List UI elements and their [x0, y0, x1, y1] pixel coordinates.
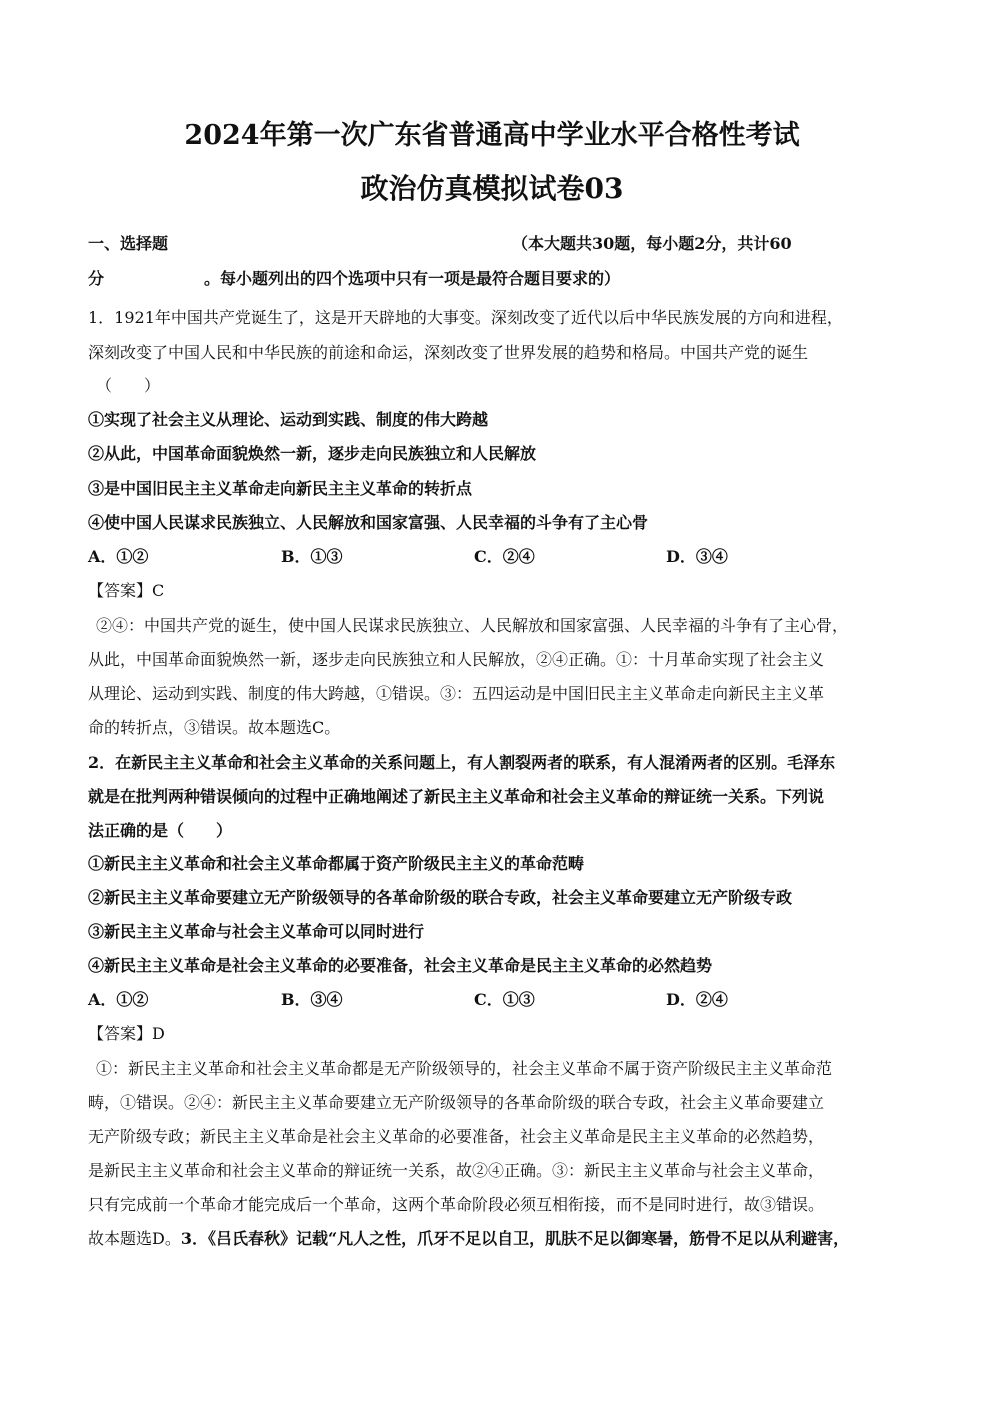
- q2-option-c: C．①③: [474, 990, 535, 1009]
- q1-explanation-line: 从此，中国革命面貌焕然一新，逐步走向民族独立和人民解放，②④正确。①：十月革命实现了社会主义: [88, 650, 825, 669]
- q2-stem-line: 法正确的是（ ）: [88, 821, 233, 840]
- q1-statement: ③是中国旧民主主义革命走向新民主主义革命的转折点: [88, 479, 473, 498]
- q1-stem-line: （ ）: [96, 376, 161, 395]
- q1-option-c: C．②④: [474, 547, 535, 566]
- q2-explanation-line: ①：新民主主义革命和社会主义革命都是无产阶级领导的，社会主义革命不属于资产阶级民主主义革命范: [96, 1059, 833, 1078]
- q2-option-b: B．③④: [281, 990, 343, 1009]
- section-note: （本大题共30题，每小题2分，共计60: [512, 234, 792, 253]
- q2-statement: ④新民主主义革命是社会主义革命的必要准备，社会主义革命是民主主义革命的必然趋势: [88, 956, 713, 975]
- q1-option-d: D．③④: [666, 547, 728, 566]
- q1-statement: ④使中国人民谋求民族独立、人民解放和国家富强、人民幸福的斗争有了主心骨: [88, 513, 649, 532]
- q2-option-a: A．①②: [88, 990, 149, 1009]
- q3-stem-start: 3．《吕氏春秋》记载“凡人之性，爪牙不足以自卫，肌肤不足以御寒暑，筋骨不足以从利避害，: [180, 1229, 850, 1248]
- paper-title: 政治仿真模拟试卷03: [360, 172, 624, 205]
- q1-explanation-line: 从理论、运动到实践、制度的伟大跨越，①错误。③：五四运动是中国旧民主主义革命走向新民主主义革: [88, 684, 825, 703]
- q2-statement: ②新民主主义革命要建立无产阶级领导的各革命阶级的联合专政，社会主义革命要建立无产阶级专政: [88, 888, 793, 907]
- section-note-unit: 分: [88, 269, 105, 288]
- q1-answer: 【答案】C: [88, 581, 165, 600]
- q1-statement: ②从此，中国革命面貌焕然一新，逐步走向民族独立和人民解放: [88, 444, 537, 463]
- q1-explanation-line: 命的转折点，③错误。故本题选C。: [88, 718, 341, 737]
- q2-answer: 【答案】D: [88, 1024, 165, 1043]
- q1-option-b: B．①③: [281, 547, 343, 566]
- q2-final-choice: 故本题选D。: [88, 1229, 181, 1248]
- q1-option-a: A．①②: [88, 547, 149, 566]
- section-note-rest: 。每小题列出的四个选项中只有一项是最符合题目要求的）: [204, 269, 621, 288]
- exam-title: 2024年第一次广东省普通高中学业水平合格性考试: [184, 120, 800, 151]
- q2-explanation-line: 是新民主主义革命和社会主义革命的辩证统一关系，故②④正确。③：新民主主义革命与社会主义革命，: [88, 1161, 825, 1180]
- q2-explanation-line: 只有完成前一个革命才能完成后一个革命，这两个革命阶段必须互相衔接，而不是同时进行，故③错误。: [88, 1195, 825, 1214]
- q1-stem-line: 深刻改变了中国人民和中华民族的前途和命运，深刻改变了世界发展的趋势和格局。中国共产党的诞生: [88, 343, 809, 362]
- q2-stem-line: 就是在批判两种错误倾向的过程中正确地阐述了新民主主义革命和社会主义革命的辩证统一关系。下列说: [88, 787, 825, 806]
- q2-statement: ③新民主主义革命与社会主义革命可以同时进行: [88, 922, 425, 941]
- q2-statement: ①新民主主义革命和社会主义革命都属于资产阶级民主主义的革命范畴: [88, 854, 585, 873]
- q2-explanation-line: 畴，①错误。②④：新民主主义革命要建立无产阶级领导的各革命阶级的联合专政，社会主义革命要建立: [88, 1093, 825, 1112]
- q1-explanation-line: ②④：中国共产党的诞生，使中国人民谋求民族独立、人民解放和国家富强、人民幸福的斗争有了主心骨，: [96, 616, 849, 635]
- q2-explanation-line: 无产阶级专政；新民主主义革命是社会主义革命的必要准备，社会主义革命是民主主义革命的必然趋势，: [88, 1127, 825, 1146]
- q1-stem-line: 1．1921年中国共产党诞生了，这是开天辟地的大事变。深刻改变了近代以后中华民族发展的方向和进程，: [88, 308, 843, 327]
- q2-stem-line: 2．在新民主主义革命和社会主义革命的关系问题上，有人割裂两者的联系，有人混淆两者的区别。毛泽东: [88, 753, 836, 772]
- q2-option-d: D．②④: [666, 990, 728, 1009]
- section-heading: 一、选择题: [88, 234, 169, 253]
- q2-explanation-end: [88, 1227, 849, 1251]
- q1-statement: ①实现了社会主义从理论、运动到实践、制度的伟大跨越: [88, 410, 489, 429]
